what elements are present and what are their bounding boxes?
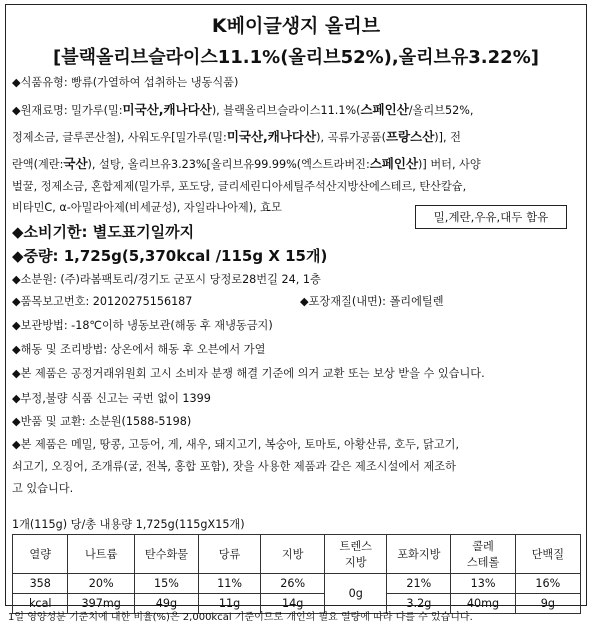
nutrition-value-cell: 26% xyxy=(261,574,325,594)
nutrition-value-cell: 20% xyxy=(68,574,134,594)
nutrition-value-cell: 11% xyxy=(199,574,261,594)
nutrition-header-cell xyxy=(199,535,261,574)
nutrition-header-text: 당류 xyxy=(218,548,241,561)
nutrition-header-cell xyxy=(387,535,451,574)
origin-text: 국산 xyxy=(63,156,88,171)
thawing: ◆해동 및 조리방법: 상온에서 해동 후 오븐에서 가열 xyxy=(12,343,266,356)
seller: ◆소분원: (주)라봄팩토리/경기도 군포시 당정로28번길 24, 1층 xyxy=(12,273,321,286)
nutrition-header-text: 나트륨 xyxy=(84,548,118,561)
nutrition-header-text: 지방 xyxy=(281,548,304,561)
ingredients-text: ), 곡류가공품( xyxy=(316,131,386,144)
nutrition-value-row xyxy=(13,574,581,594)
product-label xyxy=(5,4,587,610)
ingredients-line-2 xyxy=(12,129,461,146)
product-subtitle: [블랙올리브슬라이스11.1%(올리브52%),올리브유3.22%] xyxy=(53,47,539,68)
ingredients-text: /올리브52%, xyxy=(408,104,474,117)
nutrition-value-cell: 40mg xyxy=(451,594,515,614)
nutrition-header-cell xyxy=(515,535,580,574)
shelf-life: ◆소비기한: 별도표기일까지 xyxy=(12,223,195,241)
ingredients-text: 정제소금, 글루콘산철), 사워도우[밀가루(밀: xyxy=(12,131,227,144)
cross-contamination-1: ◆본 제품은 메밀, 땅콩, 고등어, 게, 새우, 돼지고기, 복숭아, 토마토, 아황산류, 호두, 닭고기, xyxy=(12,438,460,451)
report-line: ◆부정,불량 식품 신고는 국번 없이 1399 xyxy=(12,392,211,405)
ingredients-line-4: 벌꿀, 정제소금, 혼합제제(밀가루, 포도당, 글리세린디아세틸주석산지방산에스테르, 탄산칼슘, xyxy=(12,180,467,193)
ingredients-text: 란액(계란: xyxy=(12,158,64,171)
nutrition-value-cell: 9g xyxy=(515,594,580,614)
nutrition-header-cell xyxy=(261,535,325,574)
nutrition-header-text: 트렌스 xyxy=(339,540,372,553)
origin-text: 미국산,캐나다산 xyxy=(122,102,212,117)
allergy-box: 밀,계란,우유,대두 함유 xyxy=(415,205,567,229)
nutrition-table xyxy=(12,534,581,614)
origin-text: 프랑스산 xyxy=(385,129,435,144)
report-number: ◆품목보고번호: 20120275156187 xyxy=(12,295,193,308)
packaging: ◆포장재질(내면): 폴리에틸렌 xyxy=(300,295,444,308)
ingredients-text: ), 설탕, 올리브유3.23%[올리브유99.99%(엑스트라버진: xyxy=(87,158,370,171)
nutrition-header-cell xyxy=(13,535,68,574)
nutrition-header-cell xyxy=(68,535,134,574)
nutrition-value-cell: 3.2g xyxy=(387,594,451,614)
nutrition-header-text: 지방 xyxy=(344,556,367,569)
nutrition-header-text: 콜레 xyxy=(472,540,494,553)
ingredients-line-5: 비타민C, α-아밀라아제(비세균성), 자일라나아제), 효모 xyxy=(12,201,282,214)
food-type-line xyxy=(12,75,238,91)
nutrition-value-cell: 49g xyxy=(134,594,198,614)
nutrition-value-cell: 11g xyxy=(199,594,261,614)
serving-info: 1개(115g) 당/총 내용량 1,725g(115gX15개) xyxy=(12,518,245,531)
nutrition-value-cell: 14g xyxy=(261,594,325,614)
footnote: 1일 영양성분 기준치에 대한 비율(%)은 2,000kcal 기준이므로 개인의 필요 열량에 따라 다를 수 있습니다. xyxy=(8,612,473,623)
storage: ◆보관방법: -18℃이하 냉동보관(해동 후 재냉동금지) xyxy=(12,319,273,332)
nutrition-value-cell: 21% xyxy=(387,574,451,594)
nutrition-value-cell: 0g xyxy=(325,574,387,614)
nutrition-value-cell: 358 xyxy=(13,574,68,594)
nutrition-header-text: 포화지방 xyxy=(397,548,441,561)
nutrition-header-text: 단백질 xyxy=(531,548,565,561)
origin-text: 스페인산 xyxy=(360,102,409,117)
dispute: ◆본 제품은 공정거래위원회 고시 소비자 분쟁 해결 기준에 의거 교환 또는 보상 받을 수 있습니다. xyxy=(12,367,485,380)
ingredients-line-3 xyxy=(12,156,481,173)
food-type-label: ◆식품유형: xyxy=(12,76,68,89)
nutrition-header-cell xyxy=(451,535,515,574)
nutrition-value-cell: 15% xyxy=(134,574,198,594)
nutrition-header-text: 열량 xyxy=(29,548,52,561)
returns: ◆반품 및 교환: 소분원(1588-5198) xyxy=(12,415,192,428)
ingredients-text: ), 블랙올리브슬라이스11.1%( xyxy=(211,104,361,117)
nutrition-header-row xyxy=(13,535,581,574)
origin-text: 스페인산 xyxy=(369,156,419,171)
nutrition-value-cell: 13% xyxy=(451,574,515,594)
nutrition-value-cell: kcal xyxy=(13,594,68,614)
cross-contamination-2: 쇠고기, 오징어, 조개류(굴, 전복, 홍합 포함), 잣을 사용한 제품과 같은 제조시설에서 제조하 xyxy=(12,460,456,473)
ingredients-text: ◆원재료명: 밀가루(밀: xyxy=(12,104,123,117)
nutrition-header-cell xyxy=(134,535,198,574)
nutrition-value-cell: 16% xyxy=(515,574,580,594)
origin-text: 미국산,캐나다산 xyxy=(226,129,317,144)
nutrition-header-cell xyxy=(325,535,387,574)
ingredients-line-1 xyxy=(12,102,473,119)
nutrition-value-cell: 397mg xyxy=(68,594,134,614)
food-type-value: 빵류(가열하여 섭취하는 냉동식품) xyxy=(67,76,239,89)
ingredients-text: )] 버터, 사양 xyxy=(418,158,481,171)
ingredients-text: )], 전 xyxy=(434,131,461,144)
weight: ◆중량: 1,725g(5,370kcal /115g X 15개) xyxy=(12,247,328,265)
nutrition-header-text: 탄수화물 xyxy=(144,548,189,561)
nutrition-header-text: 스테롤 xyxy=(466,556,500,569)
cross-contamination-3: 고 있습니다. xyxy=(12,482,74,495)
product-title: K베이글생지 올리브 xyxy=(211,15,381,37)
